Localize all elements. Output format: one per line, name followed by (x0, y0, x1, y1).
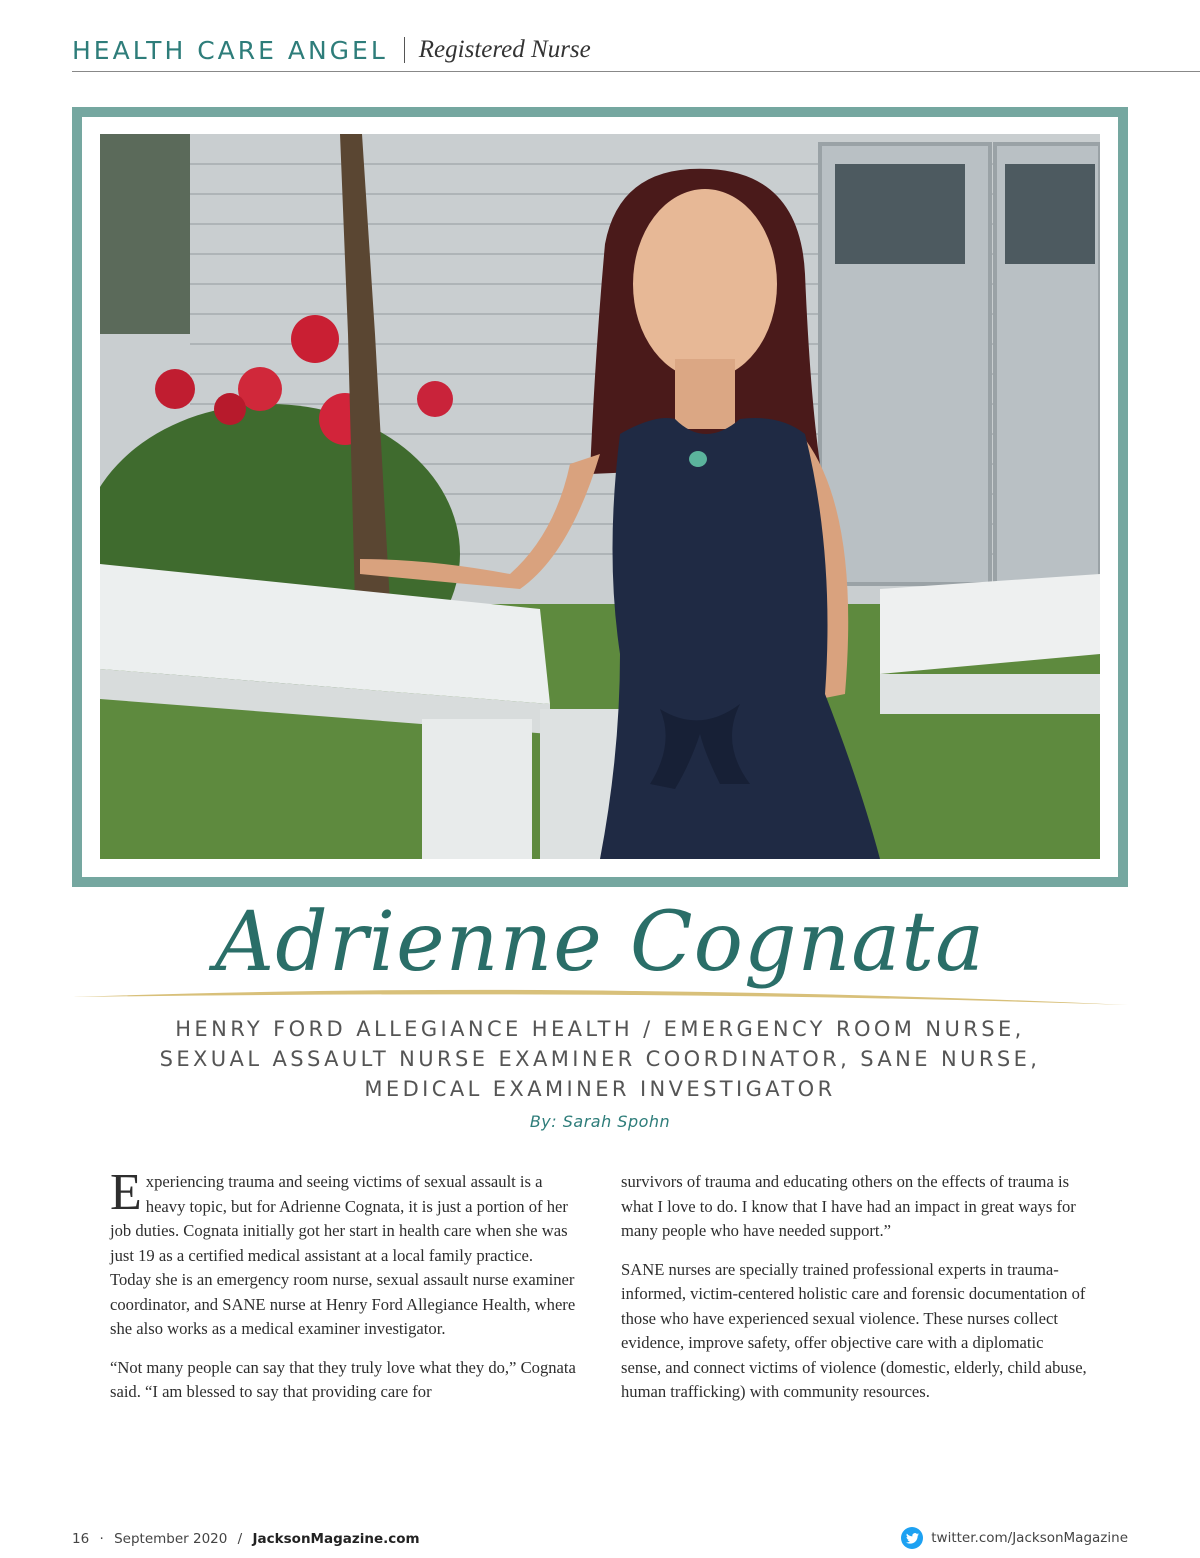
drop-cap: E (110, 1164, 142, 1221)
neck (675, 359, 735, 429)
door-window-right (1005, 164, 1095, 264)
photo-mat (82, 117, 1118, 877)
necklace-pendant (689, 451, 707, 467)
body-column-left (110, 1164, 576, 1419)
footer-dot: · (99, 1531, 104, 1547)
subtitle-line: SEXUAL ASSAULT NURSE EXAMINER COORDINATOR, SANE NURSE, (159, 1047, 1041, 1071)
section-subtitle: Registered Nurse (418, 36, 591, 63)
white-fence-lower (880, 674, 1100, 714)
twitter-icon (901, 1527, 923, 1549)
background-shadow (100, 134, 190, 334)
header-divider (404, 37, 405, 63)
photo-frame (72, 107, 1128, 887)
door-window-left (835, 164, 965, 264)
subtitle-line: HENRY FORD ALLEGIANCE HEALTH / EMERGENCY ROOM NURSE, (175, 1017, 1025, 1041)
red-flower (417, 381, 453, 417)
red-flower (214, 393, 246, 425)
twitter-footer[interactable] (901, 1527, 1128, 1549)
page-footer (72, 1531, 420, 1547)
footer-slash: / (237, 1531, 243, 1547)
article-name-title: Adrienne Cognata (214, 895, 985, 990)
portrait-photo (100, 134, 1100, 859)
header-rule (72, 71, 1200, 72)
subtitle-line: MEDICAL EXAMINER INVESTIGATOR (364, 1077, 836, 1101)
portrait-illustration (100, 134, 1100, 859)
body-paragraph (110, 1164, 576, 1342)
site-link[interactable]: JacksonMagazine.com (252, 1531, 420, 1547)
paragraph-text: xperiencing trauma and seeing victims of sexual assault is a heavy topic, but for Adrienne Cognata, it is just a portion of her job duties. Cognata initially got her start in health care when she was just 19 as a certified medical assistant at a local family practice. Today she is an emergency room nurse, sexual assault nurse examiner coordinator, and SANE nurse at Henry Ford Allegiance Health, where she also works as a medical examiner investigator. (110, 1172, 576, 1338)
body-paragraph: SANE nurses are specially trained professional experts in trauma-informed, victim-centered holistic care and forensic documentation of those who have experienced sexual violence. These nurses collect evidence, improve safety, offer objective care with a diplomatic sense, and connect victims of violence (domestic, elderly, child abuse, human trafficking) with community resources. (621, 1259, 1087, 1401)
issue-date: September 2020 (114, 1531, 228, 1547)
page-header (72, 30, 591, 70)
page-number: 16 (72, 1531, 90, 1547)
section-title: HEALTH CARE ANGEL (72, 35, 388, 65)
body-column-right (621, 1170, 1087, 1419)
body-paragraph: “Not many people can say that they truly love what they do,” Cognata said. “I am blessed to say that providing care for (110, 1357, 576, 1401)
body-paragraph: survivors of trauma and educating others on the effects of trauma is what I love to do. I know that I have had an impact in great ways for many people who have needed support.” (621, 1172, 1076, 1240)
red-flower (155, 369, 195, 409)
white-fence-post (422, 719, 532, 859)
article-subtitle (60, 1014, 1140, 1104)
twitter-handle: twitter.com/JacksonMagazine (931, 1530, 1128, 1546)
byline: By: Sarah Spohn (529, 1112, 671, 1131)
gold-swash-divider (72, 985, 1128, 1007)
red-flower (291, 315, 339, 363)
face (633, 189, 777, 379)
